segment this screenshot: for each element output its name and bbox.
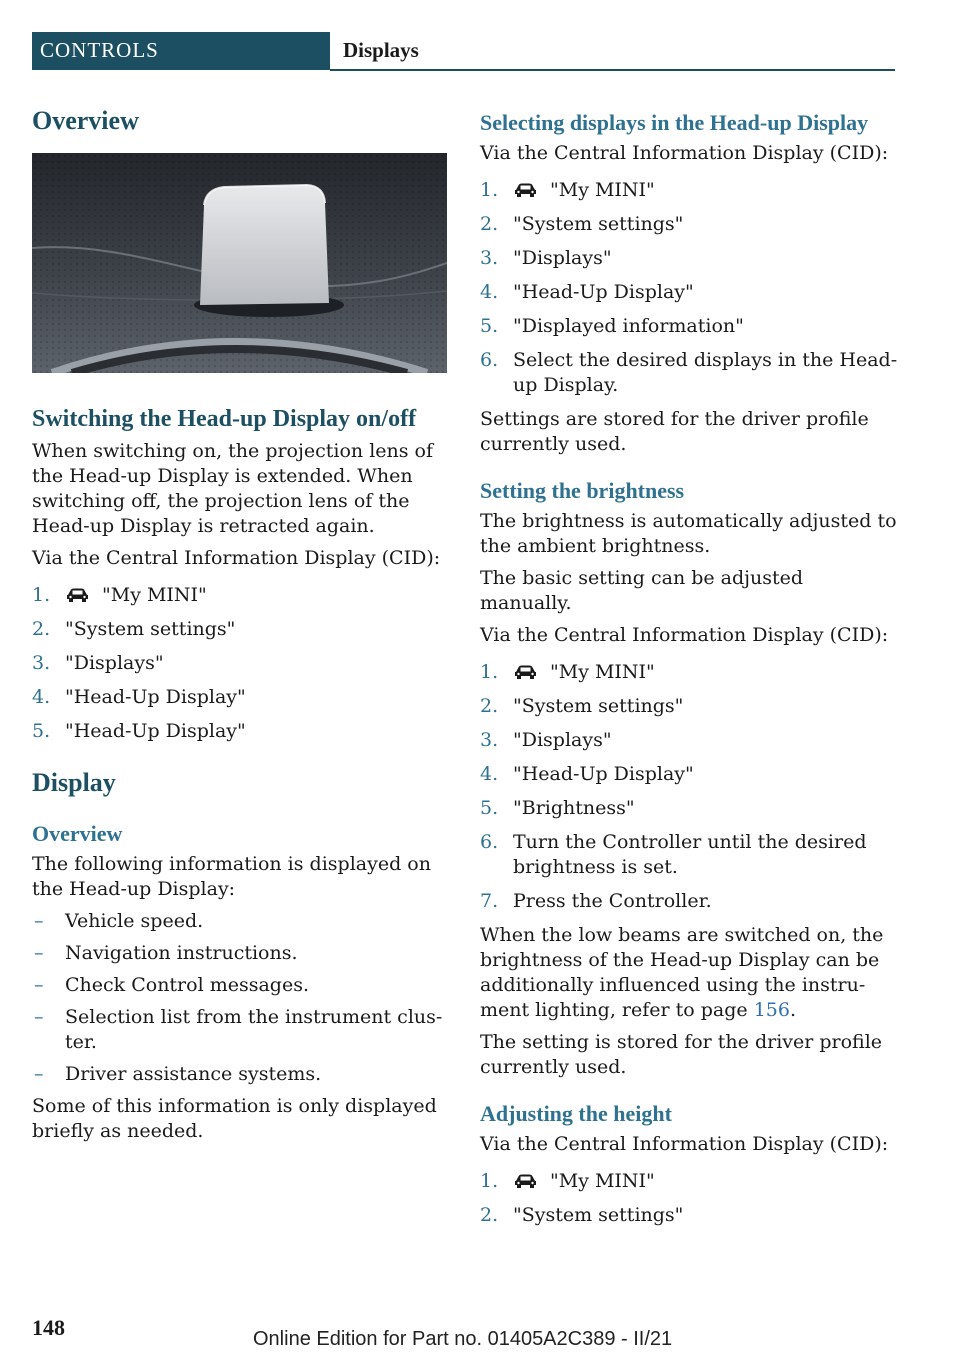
step-number: 2. [32, 618, 51, 640]
dash-marker: – [34, 1063, 44, 1085]
list-item [32, 941, 452, 966]
step-number: 4. [480, 281, 499, 303]
step-number: 5. [480, 315, 499, 337]
overview-heading: Overview [32, 106, 139, 135]
step-text: "Head-Up Display" [513, 281, 694, 303]
list-item [32, 651, 452, 676]
step-number: 4. [480, 763, 499, 785]
list-item [32, 1005, 452, 1055]
car-icon [65, 587, 90, 602]
car-icon [513, 664, 538, 679]
step-number: 1. [480, 1170, 499, 1192]
step-text: Select the desired displays in the Head-up Display. [513, 349, 898, 396]
step-text: "Displays" [65, 652, 164, 674]
via-cid-text: Via the Central Information Display (CID): [480, 1133, 889, 1155]
brightness-manual-text: The basic setting can be adjusted manually. [480, 567, 804, 614]
step-number: 3. [480, 247, 499, 269]
dash-marker: – [34, 1006, 44, 1028]
step-text: "System settings" [65, 618, 236, 640]
list-item [480, 796, 900, 821]
step-number: 6. [480, 831, 499, 853]
list-item [480, 314, 900, 339]
brightness-auto-text: The brightness is automatically adjusted to the ambient brightness. [480, 510, 897, 557]
step-text: "Displayed information" [513, 315, 744, 337]
left-column [32, 106, 452, 1151]
step-text: "My MINI" [102, 584, 207, 606]
step-number: 2. [480, 213, 499, 235]
brightness-steps [480, 660, 900, 914]
page-header [32, 32, 895, 72]
list-item [32, 685, 452, 710]
info-note: Some of this information is only displayed briefly as needed. [32, 1095, 437, 1142]
list-item [480, 212, 900, 237]
brightness-note: The setting is stored for the driver profile currently used. [480, 1031, 883, 1078]
displayed-information-list [32, 909, 452, 1087]
list-item [480, 694, 900, 719]
step-text: "System settings" [513, 1204, 684, 1226]
low-beam-sentence: When the low beams are switched on, the brightness of the Head-up Display can be additionally influenced using the instrument lighting, refer to page [480, 924, 884, 1021]
step-text: "Brightness" [513, 797, 635, 819]
step-text: "Displays" [513, 729, 612, 751]
list-item [32, 719, 452, 744]
head-up-display-photo [32, 153, 447, 373]
step-number: 5. [480, 797, 499, 819]
step-number: 5. [32, 720, 51, 742]
list-item [32, 973, 452, 998]
step-text: "My MINI" [550, 661, 655, 683]
step-number: 3. [32, 652, 51, 674]
step-text: "System settings" [513, 213, 684, 235]
step-number: 2. [480, 695, 499, 717]
list-item [480, 660, 900, 685]
step-text: "Displays" [513, 247, 612, 269]
edition-footer: Online Edition for Part no. 01405A2C389 - II/21 [253, 1328, 673, 1350]
chapter-label: Displays [343, 38, 419, 62]
item-text: Driver assistance systems. [65, 1063, 322, 1085]
list-item [32, 909, 452, 934]
list-item [480, 348, 900, 398]
step-number: 4. [32, 686, 51, 708]
car-icon [513, 1173, 538, 1188]
step-text: "Head-Up Display" [513, 763, 694, 785]
dash-marker: – [34, 942, 44, 964]
step-number: 3. [480, 729, 499, 751]
list-item [480, 280, 900, 305]
step-number: 1. [32, 584, 51, 606]
via-cid-text: Via the Central Information Display (CID): [480, 142, 889, 164]
list-item [32, 1062, 452, 1087]
step-text: "System settings" [513, 695, 684, 717]
list-item [480, 1169, 900, 1194]
header-rule [330, 69, 895, 71]
step-text: "My MINI" [550, 1170, 655, 1192]
brightness-heading: Setting the brightness [480, 478, 685, 503]
selecting-steps [480, 178, 900, 398]
step-text: "Head-Up Display" [65, 686, 246, 708]
switching-steps [32, 583, 452, 744]
selecting-heading: Selecting displays in the Head-up Display [480, 110, 869, 135]
car-icon [513, 182, 538, 197]
via-cid-text: Via the Central Information Display (CID): [480, 624, 889, 646]
display-intro: The following information is displayed on the Head-up Display: [32, 853, 431, 900]
height-steps [480, 1169, 900, 1228]
step-text: "My MINI" [550, 179, 655, 201]
page-number: 148 [32, 1315, 65, 1340]
item-text: Selection list from the instrument cluster. [65, 1006, 443, 1053]
step-text: Press the Controller. [513, 890, 712, 912]
page-reference-link[interactable]: 156 [753, 999, 790, 1021]
item-text: Vehicle speed. [65, 910, 204, 932]
switching-description: When switching on, the projection lens of the Head-up Display is extended. When switching off, the projection lens of the Head-up Display is retracted again. [32, 440, 434, 537]
list-item [480, 762, 900, 787]
dash-marker: – [34, 974, 44, 996]
step-number: 1. [480, 661, 499, 683]
item-text: Navigation instructions. [65, 942, 298, 964]
step-number: 2. [480, 1204, 499, 1226]
step-text: Turn the Controller until the desired brightness is set. [513, 831, 867, 878]
list-item [480, 830, 900, 880]
selecting-note: Settings are stored for the driver profile currently used. [480, 408, 869, 455]
dash-marker: – [34, 910, 44, 932]
head-up-display-illustration [32, 153, 447, 373]
via-cid-text: Via the Central Information Display (CID): [32, 547, 441, 569]
right-column [480, 106, 900, 1237]
item-text: Check Control messages. [65, 974, 309, 996]
list-item [480, 889, 900, 914]
display-overview-heading: Overview [32, 821, 123, 846]
section-label: CONTROLS [32, 32, 330, 70]
step-text: "Head-Up Display" [65, 720, 246, 742]
low-beam-text [480, 923, 900, 1023]
display-heading: Display [32, 768, 116, 797]
list-item [32, 583, 452, 608]
list-item [480, 178, 900, 203]
list-item [480, 1203, 900, 1228]
sentence-period: . [789, 999, 797, 1021]
step-number: 7. [480, 890, 499, 912]
switching-heading: Switching the Head-up Display on/off [32, 406, 417, 432]
list-item [32, 617, 452, 642]
step-number: 1. [480, 179, 499, 201]
list-item [480, 246, 900, 271]
step-number: 6. [480, 349, 499, 371]
list-item [480, 728, 900, 753]
height-heading: Adjusting the height [480, 1101, 672, 1126]
